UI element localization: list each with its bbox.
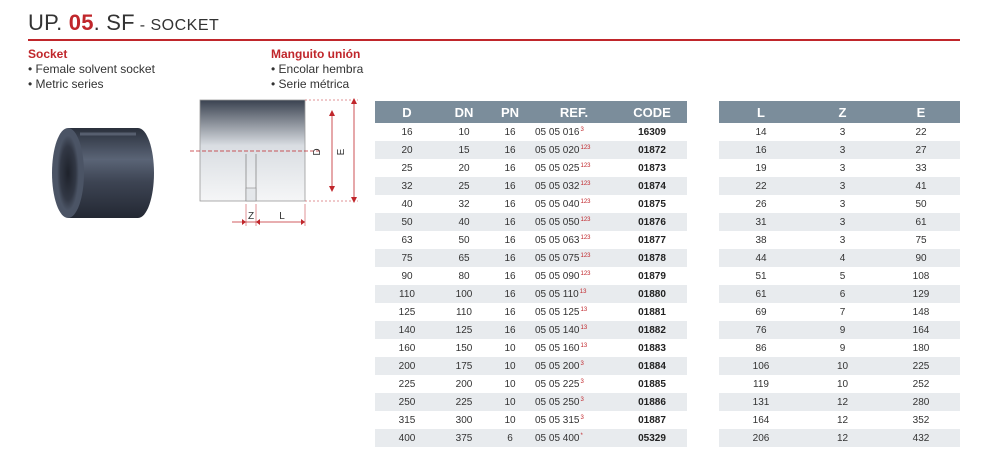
- cell-code: 01886: [617, 393, 687, 411]
- ref-number: 05 05 110: [535, 288, 579, 300]
- ref-footnote: 3: [580, 378, 584, 385]
- title-suffix: . SF: [93, 10, 135, 35]
- cell-code: 01879: [617, 267, 687, 285]
- cell-z: 4: [803, 249, 882, 267]
- ref-footnote: 13: [580, 342, 588, 349]
- cell-dn: 20: [439, 159, 489, 177]
- title-prefix: UP.: [28, 10, 63, 35]
- table-row: [719, 411, 960, 429]
- cell-dn: 65: [439, 249, 489, 267]
- cell-ref: [531, 159, 617, 177]
- table-row: [719, 429, 960, 447]
- cell-code: 01877: [617, 231, 687, 249]
- cell-dn: 175: [439, 357, 489, 375]
- column-header: REF.: [531, 101, 617, 123]
- table-row: [375, 375, 687, 393]
- cell-dn: 80: [439, 267, 489, 285]
- title-rule: [28, 39, 960, 41]
- ref-footnote: *: [580, 432, 583, 439]
- cell-code: 01875: [617, 195, 687, 213]
- cell-l: 61: [719, 285, 803, 303]
- cell-z: 9: [803, 321, 882, 339]
- cell-ref: [531, 303, 617, 321]
- cell-e: 225: [882, 357, 960, 375]
- ref-number: 05 05 075: [535, 252, 580, 264]
- table-row: [375, 141, 687, 159]
- ref-footnote: 123: [580, 144, 591, 151]
- ref-footnote: 13: [580, 324, 588, 331]
- ref-footnote: 123: [580, 198, 591, 205]
- table-header-row: [719, 101, 960, 123]
- ref-number: 05 05 225: [535, 378, 580, 390]
- cell-ref: [531, 339, 617, 357]
- table-row: [719, 177, 960, 195]
- column-header: DN: [439, 101, 489, 123]
- table-row: [719, 195, 960, 213]
- cell-ref: [531, 177, 617, 195]
- dimension-label-d: D: [312, 148, 323, 156]
- cell-d: 200: [375, 357, 439, 375]
- cell-e: 50: [882, 195, 960, 213]
- cell-ref: [531, 267, 617, 285]
- cell-ref: [531, 123, 617, 141]
- cell-e: 432: [882, 429, 960, 447]
- cell-pn: 16: [489, 249, 531, 267]
- table-row: [719, 339, 960, 357]
- cell-ref: [531, 231, 617, 249]
- cell-l: 14: [719, 123, 803, 141]
- cell-d: 400: [375, 429, 439, 447]
- cell-pn: 16: [489, 267, 531, 285]
- cell-ref: [531, 285, 617, 303]
- ref-footnote: 3: [580, 414, 584, 421]
- ref-number: 05 05 032: [535, 180, 580, 192]
- cell-e: 75: [882, 231, 960, 249]
- cell-ref: [531, 195, 617, 213]
- description-english-heading: Socket: [28, 47, 68, 61]
- cell-z: 12: [803, 411, 882, 429]
- lengths-table: [719, 101, 960, 447]
- description-english-item: • Female solvent socket: [28, 62, 155, 76]
- cell-dn: 40: [439, 213, 489, 231]
- table-row: [719, 321, 960, 339]
- cell-e: 148: [882, 303, 960, 321]
- cell-e: 41: [882, 177, 960, 195]
- cell-ref: [531, 249, 617, 267]
- ref-number: 05 05 020: [535, 144, 580, 156]
- cell-dn: 375: [439, 429, 489, 447]
- cell-e: 61: [882, 213, 960, 231]
- cell-l: 206: [719, 429, 803, 447]
- cell-l: 76: [719, 321, 803, 339]
- cell-e: 180: [882, 339, 960, 357]
- cell-code: 01887: [617, 411, 687, 429]
- table-row: [719, 213, 960, 231]
- cell-d: 32: [375, 177, 439, 195]
- table-row: [375, 303, 687, 321]
- cell-l: 38: [719, 231, 803, 249]
- cell-d: 25: [375, 159, 439, 177]
- cell-pn: 10: [489, 393, 531, 411]
- cell-code: 01884: [617, 357, 687, 375]
- cell-ref: [531, 411, 617, 429]
- table-row: [375, 177, 687, 195]
- cell-pn: 10: [489, 339, 531, 357]
- cell-d: 110: [375, 285, 439, 303]
- ref-number: 05 05 050: [535, 216, 580, 228]
- table-row: [719, 231, 960, 249]
- cell-z: 3: [803, 213, 882, 231]
- cell-z: 3: [803, 231, 882, 249]
- ref-footnote: 3: [580, 360, 584, 367]
- cell-ref: [531, 141, 617, 159]
- cell-code: 01883: [617, 339, 687, 357]
- title-subtitle: - SOCKET: [134, 17, 220, 34]
- cell-l: 119: [719, 375, 803, 393]
- table-row: [719, 123, 960, 141]
- cell-e: 352: [882, 411, 960, 429]
- description-english: [28, 47, 155, 92]
- cell-z: 3: [803, 159, 882, 177]
- cell-z: 10: [803, 357, 882, 375]
- cell-pn: 16: [489, 231, 531, 249]
- cell-l: 16: [719, 141, 803, 159]
- cell-dn: 15: [439, 141, 489, 159]
- column-header: CODE: [617, 101, 687, 123]
- cell-dn: 32: [439, 195, 489, 213]
- table-row: [375, 285, 687, 303]
- ref-footnote: 3: [580, 126, 584, 133]
- column-header: Z: [803, 101, 882, 123]
- cell-pn: 16: [489, 195, 531, 213]
- ref-number: 05 05 315: [535, 414, 580, 426]
- column-header: PN: [489, 101, 531, 123]
- socket-fitting-image: [40, 118, 165, 228]
- cell-e: 27: [882, 141, 960, 159]
- cell-d: 140: [375, 321, 439, 339]
- cell-e: 252: [882, 375, 960, 393]
- table-row: [375, 321, 687, 339]
- ref-footnote: 123: [580, 180, 591, 187]
- table-row: [719, 249, 960, 267]
- ref-number: 05 05 160: [535, 342, 580, 354]
- cell-d: 50: [375, 213, 439, 231]
- cell-ref: [531, 393, 617, 411]
- description-spanish-item: • Encolar hembra: [271, 62, 364, 76]
- cell-dn: 100: [439, 285, 489, 303]
- cell-z: 6: [803, 285, 882, 303]
- ref-footnote: 3: [580, 396, 584, 403]
- cell-dn: 110: [439, 303, 489, 321]
- cell-l: 26: [719, 195, 803, 213]
- cell-d: 75: [375, 249, 439, 267]
- dimensions-table: [375, 101, 687, 447]
- ref-number: 05 05 025: [535, 162, 580, 174]
- table-row: [375, 123, 687, 141]
- column-header: E: [882, 101, 960, 123]
- cell-dn: 150: [439, 339, 489, 357]
- table-row: [375, 249, 687, 267]
- cell-d: 225: [375, 375, 439, 393]
- cell-e: 129: [882, 285, 960, 303]
- table-row: [375, 393, 687, 411]
- table-row: [375, 267, 687, 285]
- cell-d: 20: [375, 141, 439, 159]
- cell-l: 106: [719, 357, 803, 375]
- cell-d: 90: [375, 267, 439, 285]
- cell-e: 280: [882, 393, 960, 411]
- cell-e: 90: [882, 249, 960, 267]
- dimension-label-l: L: [279, 211, 285, 222]
- table-row: [375, 429, 687, 447]
- cell-code: 01876: [617, 213, 687, 231]
- cell-d: 315: [375, 411, 439, 429]
- cell-code: 01878: [617, 249, 687, 267]
- table-row: [375, 195, 687, 213]
- socket-technical-drawing: [190, 94, 370, 234]
- cell-dn: 200: [439, 375, 489, 393]
- ref-number: 05 05 125: [535, 306, 580, 318]
- dimension-label-z: Z: [247, 211, 255, 222]
- table-row: [375, 411, 687, 429]
- cell-pn: 6: [489, 429, 531, 447]
- cell-l: 19: [719, 159, 803, 177]
- cell-pn: 16: [489, 177, 531, 195]
- ref-footnote: 123: [580, 252, 591, 259]
- cell-l: 31: [719, 213, 803, 231]
- cell-d: 40: [375, 195, 439, 213]
- description-english-item: • Metric series: [28, 77, 104, 91]
- cell-l: 131: [719, 393, 803, 411]
- dimension-label-e: E: [336, 148, 347, 156]
- ref-number: 05 05 016: [535, 126, 580, 138]
- cell-code: 16309: [617, 123, 687, 141]
- cell-dn: 300: [439, 411, 489, 429]
- cell-pn: 16: [489, 213, 531, 231]
- cell-dn: 50: [439, 231, 489, 249]
- cell-dn: 10: [439, 123, 489, 141]
- cell-pn: 10: [489, 357, 531, 375]
- cell-ref: [531, 357, 617, 375]
- table-row: [375, 339, 687, 357]
- cell-ref: [531, 375, 617, 393]
- cell-l: 51: [719, 267, 803, 285]
- cell-l: 22: [719, 177, 803, 195]
- ref-number: 05 05 400: [535, 432, 580, 444]
- cell-z: 12: [803, 393, 882, 411]
- cell-dn: 225: [439, 393, 489, 411]
- title-number: 05: [68, 10, 94, 35]
- cell-pn: 10: [489, 375, 531, 393]
- cell-z: 3: [803, 195, 882, 213]
- cell-code: 01873: [617, 159, 687, 177]
- description-spanish: [271, 47, 363, 92]
- ref-footnote: 123: [580, 234, 591, 241]
- cell-z: 12: [803, 429, 882, 447]
- cell-pn: 16: [489, 123, 531, 141]
- cell-pn: 16: [489, 321, 531, 339]
- ref-footnote: 13: [579, 288, 587, 295]
- ref-number: 05 05 090: [535, 270, 580, 282]
- table-row: [719, 303, 960, 321]
- cell-code: 01882: [617, 321, 687, 339]
- cell-code: 01874: [617, 177, 687, 195]
- ref-number: 05 05 250: [535, 396, 580, 408]
- table-row: [719, 267, 960, 285]
- table-row: [375, 213, 687, 231]
- cell-pn: 16: [489, 285, 531, 303]
- ref-footnote: 123: [580, 162, 591, 169]
- cell-l: 164: [719, 411, 803, 429]
- table-row: [375, 357, 687, 375]
- table-row: [375, 159, 687, 177]
- description-spanish-heading: Manguito unión: [271, 47, 361, 61]
- cell-pn: 10: [489, 411, 531, 429]
- cell-e: 164: [882, 321, 960, 339]
- cell-l: 86: [719, 339, 803, 357]
- cell-ref: [531, 213, 617, 231]
- cell-z: 5: [803, 267, 882, 285]
- page-title: [28, 10, 219, 36]
- table-row: [719, 357, 960, 375]
- ref-footnote: 123: [580, 216, 591, 223]
- table-row: [719, 141, 960, 159]
- table-row: [375, 231, 687, 249]
- cell-dn: 125: [439, 321, 489, 339]
- cell-d: 125: [375, 303, 439, 321]
- cell-code: 01885: [617, 375, 687, 393]
- cell-d: 250: [375, 393, 439, 411]
- cell-l: 44: [719, 249, 803, 267]
- cell-code: 05329: [617, 429, 687, 447]
- table-header-row: [375, 101, 687, 123]
- cell-pn: 16: [489, 141, 531, 159]
- cell-z: 3: [803, 123, 882, 141]
- cell-e: 108: [882, 267, 960, 285]
- cell-l: 69: [719, 303, 803, 321]
- cell-ref: [531, 321, 617, 339]
- cell-ref: [531, 429, 617, 447]
- ref-number: 05 05 140: [535, 324, 580, 336]
- cell-pn: 16: [489, 159, 531, 177]
- table-row: [719, 159, 960, 177]
- cell-d: 63: [375, 231, 439, 249]
- cell-e: 33: [882, 159, 960, 177]
- cell-z: 7: [803, 303, 882, 321]
- description-spanish-item: • Serie métrica: [271, 77, 350, 91]
- ref-footnote: 13: [580, 306, 588, 313]
- cell-d: 16: [375, 123, 439, 141]
- column-header: D: [375, 101, 439, 123]
- cell-code: 01872: [617, 141, 687, 159]
- cell-z: 3: [803, 177, 882, 195]
- cell-z: 9: [803, 339, 882, 357]
- cell-code: 01880: [617, 285, 687, 303]
- cell-z: 3: [803, 141, 882, 159]
- cell-pn: 16: [489, 303, 531, 321]
- cell-e: 22: [882, 123, 960, 141]
- table-row: [719, 375, 960, 393]
- table-row: [719, 393, 960, 411]
- ref-number: 05 05 063: [535, 234, 580, 246]
- column-header: L: [719, 101, 803, 123]
- ref-number: 05 05 200: [535, 360, 580, 372]
- cell-dn: 25: [439, 177, 489, 195]
- ref-footnote: 123: [580, 270, 591, 277]
- cell-z: 10: [803, 375, 882, 393]
- ref-number: 05 05 040: [535, 198, 580, 210]
- cell-code: 01881: [617, 303, 687, 321]
- table-row: [719, 285, 960, 303]
- cell-d: 160: [375, 339, 439, 357]
